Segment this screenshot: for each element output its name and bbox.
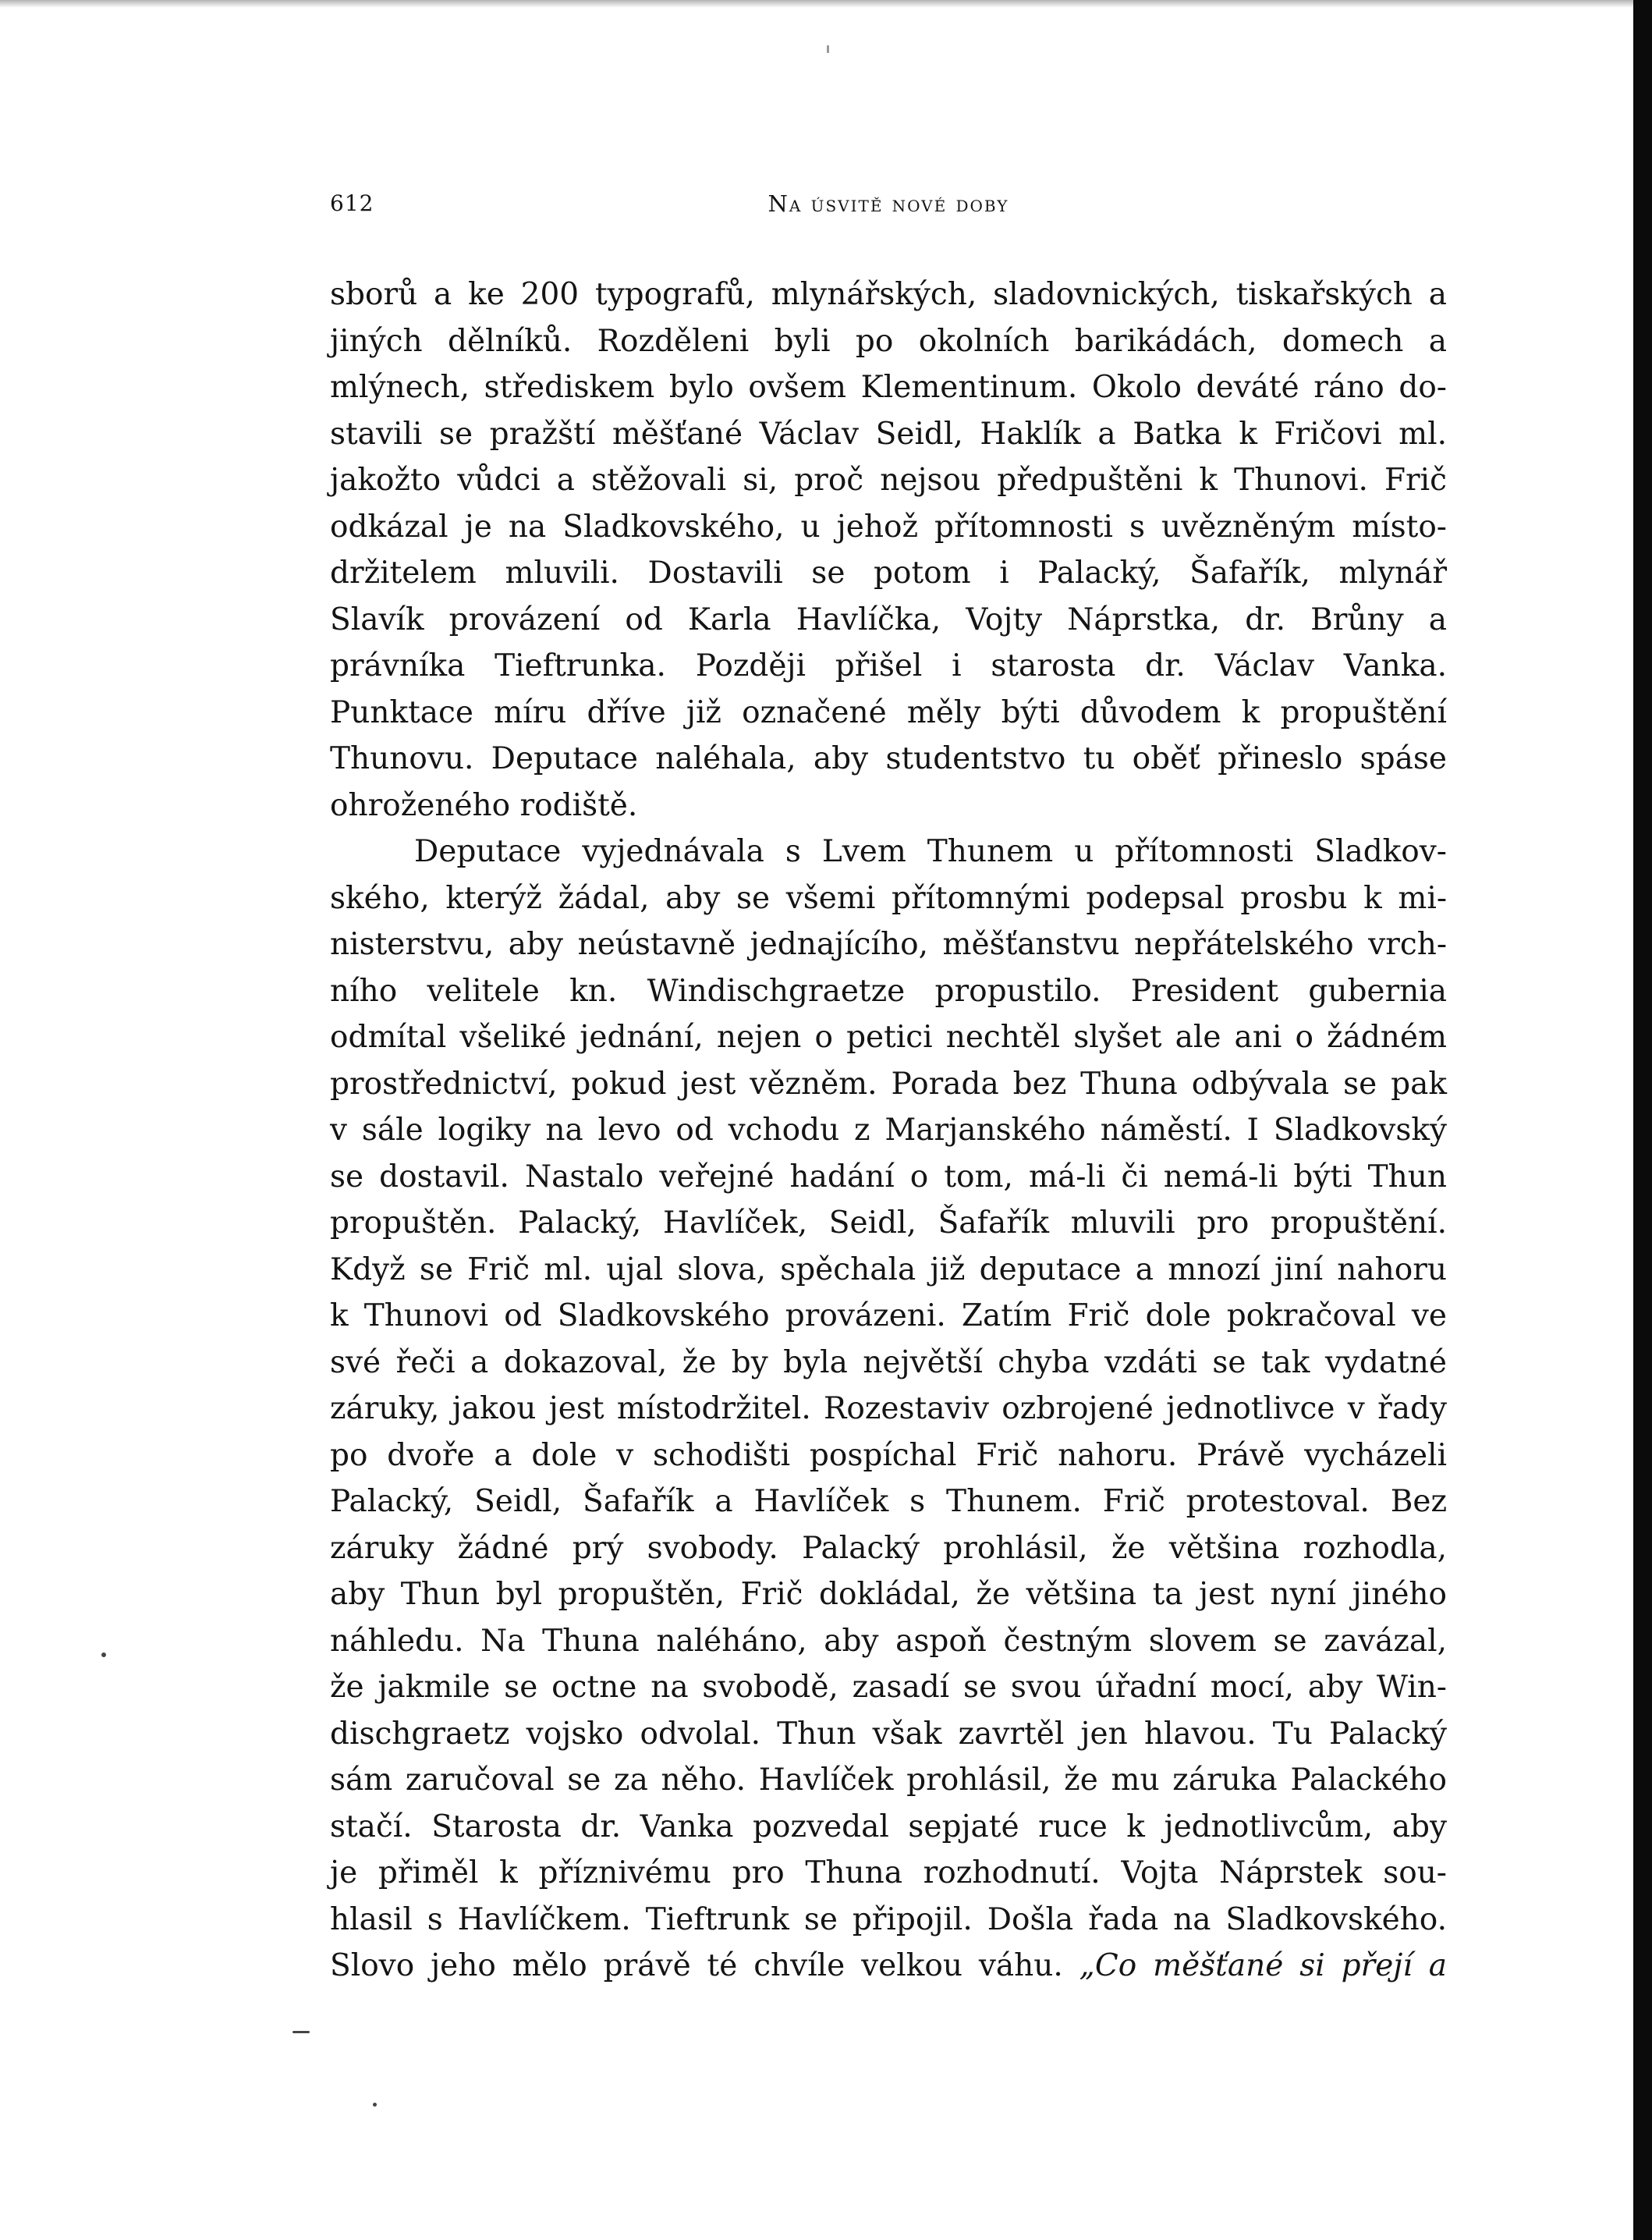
- text-line: je přiměl k příznivému pro Thuna rozhodnutí. Vojta Náprstek sou-: [330, 1855, 1447, 1890]
- scan-border-right: [1633, 0, 1652, 2240]
- text-line: dischgraetz vojsko odvolal. Thun však zavrtěl jen hlavou. Tu Palacký: [330, 1716, 1447, 1752]
- scan-speck: [292, 2031, 310, 2033]
- text-line: odkázal je na Sladkovského, u jehož přítomnosti s uvězněným místo-: [330, 509, 1447, 545]
- page-number: 612: [330, 190, 374, 216]
- text-line: stačí. Starosta dr. Vanka pozvedal sepjaté ruce k jednotlivcům, aby: [330, 1809, 1447, 1844]
- text-line: své řeči a dokazoval, že by byla největší chyba vzdáti se tak vydatné: [330, 1344, 1447, 1380]
- body-text: [330, 272, 1447, 1990]
- text-line: mlýnech, střediskem bylo ovšem Klementinum. Okolo deváté ráno do-: [330, 370, 1447, 405]
- paragraph: [330, 829, 1447, 1990]
- text-line: ohroženého rodiště.: [330, 787, 638, 823]
- page-header: [330, 190, 1447, 222]
- text-line: [330, 1943, 1447, 1990]
- text-line: se dostavil. Nastalo veřejné hadání o tom, má-li či nemá-li býti Thun: [330, 1159, 1447, 1195]
- text-line: po dvoře a dole v schodišti pospíchal Frič nahoru. Právě vycházeli: [330, 1437, 1447, 1473]
- text-line: že jakmile se octne na svobodě, zasadí se svou úřadní mocí, aby Win-: [330, 1670, 1447, 1705]
- text-line: Deputace vyjednávala s Lvem Thunem u přítomnosti Sladkov-: [414, 834, 1447, 869]
- paragraph: [330, 272, 1447, 829]
- text-line: k Thunovi od Sladkovského provázeni. Zatím Frič dole pokračoval ve: [330, 1298, 1447, 1333]
- text-line: ského, kterýž žádal, aby se všemi přítomnými podepsal prosbu k mi-: [330, 880, 1447, 916]
- text-line: náhledu. Na Thuna naléháno, aby aspoň čestným slovem se zavázal,: [330, 1623, 1447, 1659]
- text-line: prostřednictví, pokud jest vězněm. Porada bez Thuna odbývala se pak: [330, 1066, 1447, 1102]
- text-line: Když se Frič ml. ujal slova, spěchala již deputace a mnozí jiní nahoru: [330, 1251, 1447, 1287]
- text-line: odmítal všeliké jednání, nejen o petici nechtěl slyšet ale ani o žádném: [330, 1020, 1447, 1055]
- scan-speck: [827, 45, 829, 53]
- scan-shadow-top: [0, 0, 1652, 8]
- text-line-start: Slovo jeho mělo právě té chvíle velkou váhu.: [330, 1948, 1063, 1983]
- text-line: hlasil s Havlíčkem. Tieftrunk se připojil. Došla řada na Sladkovského.: [330, 1901, 1447, 1937]
- text-line: Thunovu. Deputace naléhala, aby studentstvo tu oběť přineslo spáse: [330, 741, 1447, 776]
- scan-speck: [373, 2103, 377, 2107]
- text-line: Palacký, Seidl, Šafařík a Havlíček s Thunem. Frič protestoval. Bez: [330, 1484, 1447, 1519]
- text-line: jiných dělníků. Rozděleni byli po okolních barikádách, domech a: [330, 323, 1447, 359]
- text-line: v sále logiky na levo od vchodu z Marjanského náměstí. I Sladkovský: [330, 1113, 1447, 1148]
- text-line: Slavík provázení od Karla Havlíčka, Vojty Náprstka, dr. Brůny a: [330, 602, 1447, 637]
- text-line: sborů a ke 200 typografů, mlynářských, sladovnických, tiskařských a: [330, 277, 1447, 312]
- text-line: sám zaručoval se za něho. Havlíček prohlásil, že mu záruka Palackého: [330, 1763, 1447, 1798]
- text-line: Punktace míru dříve již označené měly býti důvodem k propuštění: [330, 694, 1447, 730]
- text-line: ního velitele kn. Windischgraetze propustilo. President gubernia: [330, 973, 1447, 1009]
- text-line: právníka Tieftrunka. Později přišel i starosta dr. Václav Vanka.: [330, 648, 1447, 683]
- text-line: stavili se pražští měšťané Václav Seidl, Haklík a Batka k Fričovi ml.: [330, 416, 1447, 452]
- text-line: propuštěn. Palacký, Havlíček, Seidl, Šafařík mluvili pro propuštění.: [330, 1205, 1447, 1241]
- text-line: záruky žádné prý svobody. Palacký prohlásil, že většina rozhodla,: [330, 1530, 1447, 1566]
- scan-speck: [101, 1652, 106, 1657]
- running-title: Na úsvitě nové doby: [768, 190, 1009, 217]
- text-line: jakožto vůdci a stěžovali si, proč nejsou předpuštěni k Thunovi. Frič: [330, 463, 1447, 498]
- text-line: držitelem mluvili. Dostavili se potom i Palacký, Šafařík, mlynář: [330, 556, 1447, 591]
- text-line: nisterstvu, aby neústavně jednajícího, měšťanstvu nepřátelského vrch-: [330, 927, 1447, 962]
- quotation-start: „Co měšťané si přejí a: [1079, 1948, 1447, 1983]
- text-line: aby Thun byl propuštěn, Frič dokládal, že většina ta jest nyní jiného: [330, 1577, 1447, 1612]
- text-line: záruky, jakou jest místodržitel. Rozestaviv ozbrojené jednotlivce v řady: [330, 1391, 1447, 1426]
